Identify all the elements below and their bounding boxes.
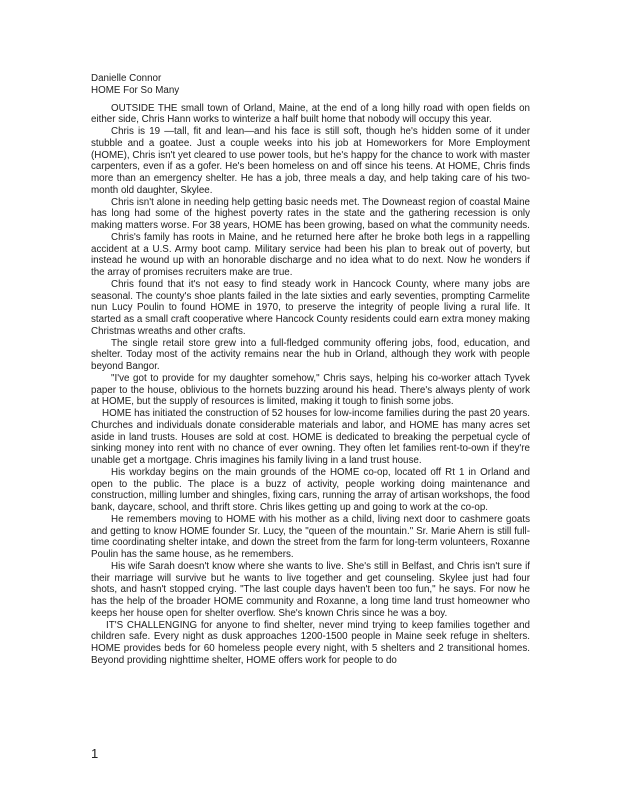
author-line: Danielle Connor xyxy=(91,73,162,84)
document-header xyxy=(91,73,530,97)
paragraph: His wife Sarah doesn't know where she wants to live. She's still in Belfast, and Chris isn't sure if their marriage will survive but he wants to live together and get counseling. Skylee just had four shots, and hasn't stopped crying. "The last couple days haven't been too fun," he says. For now he has the help of the broader HOME community and Roxanne, a long time land trust homeowner who keeps her house open for shelter overflow. She's known Chris since he was a boy. xyxy=(91,560,530,619)
paragraph: His workday begins on the main grounds of the HOME co-op, located off Rt 1 in Orland and open to the public. The place is a buzz of activity, people working doing maintenance and construction, milling lumber and shingles, fixing cars, running the array of artisan workshops, the food bank, daycare, school, and thrift store. Chris likes getting up and going to work at the co-op. xyxy=(91,466,530,513)
paragraph: Chris isn't alone in needing help getting basic needs met. The Downeast region of coastal Maine has long had some of the highest poverty rates in the state and the gathering recession is only making matters worse. For 38 years, HOME has been growing, based on what the community needs. xyxy=(91,196,530,231)
paragraph: IT'S CHALLENGING for anyone to find shelter, never mind trying to keep families together and children safe. Every night as dusk approaches 1200-1500 people in Maine seek refuge in shelters. HOME provides beds for 60 homeless people every night, with 5 shelters and 2 transitional homes. Beyond providing nighttime shelter, HOME offers work for people to do xyxy=(91,619,530,666)
page-number: 1 xyxy=(91,746,99,761)
paragraph: Chris found that it's not easy to find steady work in Hancock County, where many jobs are seasonal. The county's shoe plants failed in the late sixties and early seventies, prompting Carmelite nun Lucy Poulin to found HOME in 1970, to preserve the integrity of people living a rural life. It started as a small craft cooperative where Hancock County residents could earn extra money making Christmas wreaths and other crafts. xyxy=(91,278,530,337)
paragraph: The single retail store grew into a full-fledged community offering jobs, food, education, and shelter. Today most of the activity remains near the hub in Orland, although they work with people beyond Bangor. xyxy=(91,337,530,372)
document-title: HOME For So Many xyxy=(91,84,180,96)
paragraph: Chris's family has roots in Maine, and he returned here after he broke both legs in a rappelling accident at a U.S. Army boot camp. Military service had been his plan to break out of poverty, but instead he wound up with an honorable discharge and no idea what to do next. Now he wonders if the array of promises recruiters make are true. xyxy=(91,231,530,278)
paragraph: HOME has initiated the construction of 52 houses for low-income families during the past 20 years. Churches and individuals donate considerable materials and labor, and HOME has many acres set aside in land trusts. Houses are sold at cost. HOME is dedicated to breaking the perpetual cycle of sinking money into rent with no chance of ever owning. They often let families rent-to-own if they're unable get a mortgage. Chris imagines his family living in a land trust house. xyxy=(91,408,531,466)
paragraph: "I've got to provide for my daughter somehow," Chris says, helping his co-worker attach Tyvek paper to the house, oblivious to the hornets buzzing around his head. There's always plenty of work at HOME, but the supply of resources is limited, making it tough to finish some jobs. xyxy=(91,372,530,408)
paragraph: Chris is 19 —tall, fit and lean—and his face is still soft, though he's hidden some of it under stubble and a goatee. Just a couple weeks into his job at Homeworkers for More Employment (HOME), Chris isn't yet cleared to use power tools, but he's happy for the chance to work with master carpenters, even if as a gofer. He's been homeless on and off since his teens. At HOME, Chris finds more than an emergency shelter. He has a job, three meals a day, and help taking care of his two-month old daughter, Skylee. xyxy=(91,126,530,196)
document-body xyxy=(91,103,530,667)
paragraph: OUTSIDE THE small town of Orland, Maine, at the end of a long hilly road with open fields on either side, Chris Hann works to winterize a half built home that nobody will occupy this year. xyxy=(91,102,530,126)
document-content xyxy=(91,73,530,667)
paragraph: He remembers moving to HOME with his mother as a child, living next door to cashmere goats and getting to know HOME founder Sr. Lucy, the "queen of the mountain." Sr. Marie Ahern is still full-time coordinating shelter intake, and down the street from the farm for long-term volunteers, Roxanne Poulin has the same house, as he remembers. xyxy=(91,513,530,560)
